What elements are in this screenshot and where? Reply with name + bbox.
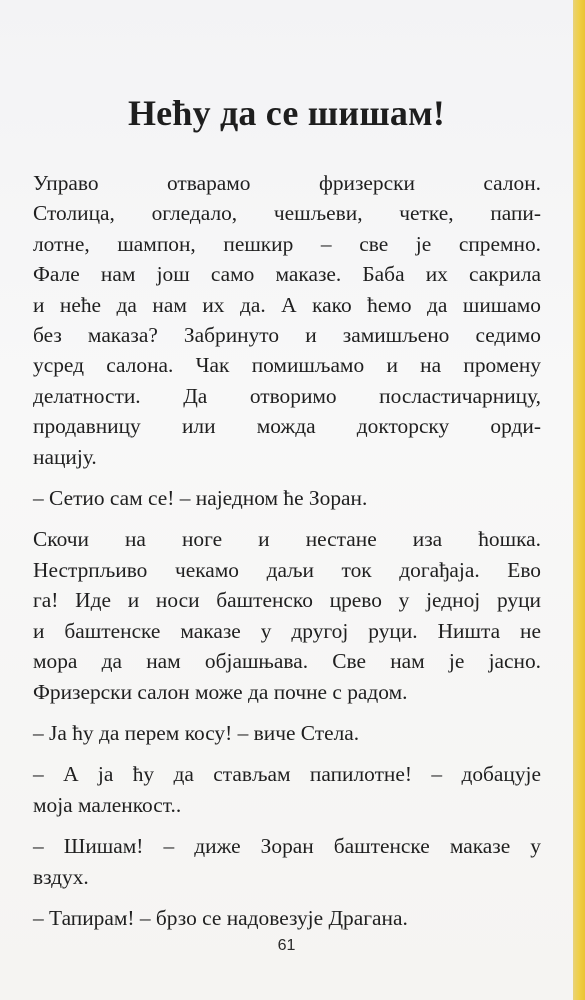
chapter-title: Нећу да се шишам! xyxy=(127,93,446,133)
text-line: – Тапирам! – брзо се надовезује Драгана. xyxy=(33,905,408,930)
text-line: делатности. Да отворимо посластичарницу, xyxy=(33,383,541,408)
text-line: – Ја ћу да перем косу! – виче Стела. xyxy=(33,720,360,745)
text-line: лотне, шампон, пешкир – све је спремно. xyxy=(33,231,541,256)
text-line: Нестрпљиво чекамо даљи ток догађаја. Ево xyxy=(33,557,541,582)
text-line: продавницу или можда докторску орди- xyxy=(33,414,541,439)
page-number: 61 xyxy=(277,937,296,954)
text-line: и баштенске маказе у другој руци. Ништа не xyxy=(33,618,541,643)
chapter-text xyxy=(33,168,541,933)
text-line: моја маленкост.. xyxy=(33,792,182,817)
text-line: – Шишам! – диже Зоран баштенске маказе у xyxy=(33,834,541,859)
text-line: Фале нам још само маказе. Баба их сакрила xyxy=(33,262,541,287)
text-line: га! Иде и носи баштенско црево у једној руци xyxy=(33,588,541,613)
text-line: вздух. xyxy=(33,864,89,889)
text-line: Фризерски салон може да почне с радом. xyxy=(33,679,408,704)
text-line: Столица, огледало, чешљеви, четке, папи- xyxy=(33,201,541,226)
text-line: мора да нам објашњава. Све нам је јасно. xyxy=(33,649,541,674)
text-line: и неће да нам их да. А како ћемо да шишамо xyxy=(33,292,541,317)
text-line: усред салона. Чак помишљамо и на промену xyxy=(33,353,541,378)
text-line: нацију. xyxy=(33,444,97,469)
text-line: Управо отварамо фризерски салон. xyxy=(33,171,541,195)
text-line: без маказа? Забринуто и замишљено седимо xyxy=(33,323,541,348)
text-line: Скочи на ноге и нестане иза ћошка. xyxy=(33,527,541,552)
text-line: – А ја ћу да стављам папилотне! – добацује xyxy=(33,762,541,787)
page-edge xyxy=(573,0,585,1000)
text-line: – Сетио сам се! – наједном ће Зоран. xyxy=(33,486,368,511)
